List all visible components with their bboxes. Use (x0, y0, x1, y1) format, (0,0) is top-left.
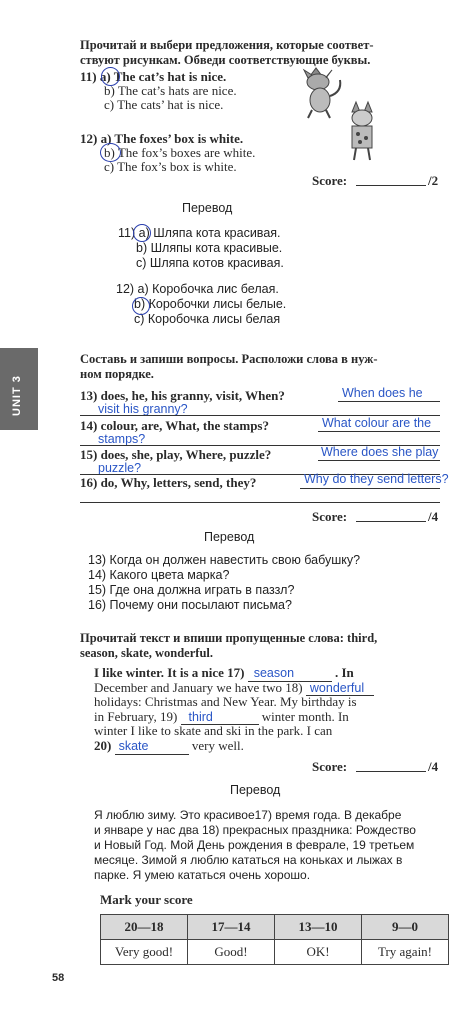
ex3-text-block (94, 666, 442, 754)
ex3-translation-line-5: парке. Я умею кататься очень хорошо. (94, 868, 311, 882)
tr11-line-c: c) Шляпа котов красивая. (136, 256, 284, 270)
ex1-translation-title: Перевод (182, 201, 233, 215)
ex3-text-line-3: holidays: Christmas and New Year. My birthday is (94, 694, 357, 710)
score-range-3: 13—10 (275, 915, 362, 940)
blank-20[interactable]: skate (115, 739, 189, 755)
q15-answer-line2[interactable]: puzzle? (98, 461, 142, 475)
q12-option-b[interactable]: b) The fox’s boxes are white. (104, 145, 256, 160)
ex3-translation-line-2: и январе у нас два 18) прекрасных праздника: Рождество (94, 823, 416, 837)
ex3-text-line-2: December and January we have two 18) wonderful (94, 681, 442, 696)
ex3-translation-title: Перевод (230, 783, 281, 797)
ex3-text-line-6: 20) skate very well. (94, 737, 244, 753)
q11-option-c[interactable]: c) The cats’ hat is nice. (104, 97, 224, 112)
ex2-score-max: /4 (428, 509, 439, 524)
ex3-translation-line-3: и Новый Год. Мой День рождения в феврале, 19 третьем (94, 838, 415, 852)
mark-score-title: Mark your score (100, 892, 193, 907)
ex3-instruction-line2: season, skate, wonderful. (80, 646, 213, 660)
ex2-translation-14: 14) Какого цвета марка? (88, 568, 230, 582)
unit-tab-label: UNIT 3 (11, 375, 23, 416)
score-table (100, 914, 449, 965)
tr12-answer-circle (132, 297, 150, 315)
ex1-score-field[interactable] (356, 185, 426, 186)
q14-text: 14) colour, are, What, the stamps? (80, 418, 269, 433)
ex3-score-field[interactable] (356, 771, 426, 772)
score-range-row (101, 915, 449, 940)
score-label-1: Very good! (101, 940, 188, 965)
q13-text: 13) does, he, his granny, visit, When? (80, 388, 285, 403)
q16-line1 (300, 488, 440, 489)
blank-19[interactable]: third (181, 710, 259, 726)
ex3-translation-line-4: месяце. Зимой я люблю кататься на коньках и лыжах в (94, 853, 403, 867)
q11-answer-circle (101, 67, 120, 86)
tr12-line-c: c) Коробочка лисы белая (134, 312, 281, 326)
tr12-line-b: b) Коробочки лисы белые. (134, 297, 287, 311)
q16-text: 16) do, Why, letters, send, they? (80, 475, 257, 490)
score-label-4: Try again! (362, 940, 449, 965)
ex3-text-line-5: winter I like to skate and ski in the park. I can (94, 723, 333, 739)
q16-answer-line1[interactable]: Why do they send letters? (304, 472, 449, 486)
q13-answer-line1[interactable]: When does he (342, 386, 423, 400)
ex2-translation-13: 13) Когда он должен навестить свою бабушку? (88, 553, 361, 567)
q15-answer-line1[interactable]: Where does she play (321, 445, 439, 459)
q13-answer-line2[interactable]: visit his granny? (98, 402, 188, 416)
q12-answer-circle (100, 143, 121, 162)
ex3-instruction (80, 631, 455, 661)
score-label-2: Good! (188, 940, 275, 965)
blank-18[interactable]: wonderful (306, 681, 374, 697)
ex3-text-line-4: in February, 19) third winter month. In (94, 708, 349, 724)
score-label-3: OK! (275, 940, 362, 965)
ex2-translation-15: 15) Где она должна играть в паззл? (88, 583, 295, 597)
score-range-4: 9—0 (362, 915, 449, 940)
ex3-score-label: Score: (312, 759, 348, 774)
page-number: 58 (52, 972, 65, 984)
ex3-translation (94, 808, 416, 883)
ex3-instruction-line1: Прочитай текст и впиши пропущенные слова: third, (80, 631, 378, 645)
q13-line1 (338, 401, 440, 402)
ex2-instruction-line1: Составь и запиши вопросы. Расположи слова в нуж- (80, 352, 378, 366)
tr11-line-a: 11) а) Шляпа кота красивая. (118, 226, 281, 240)
ex3-text-line-1: I like winter. It is a nice 17) season . In (94, 665, 354, 680)
unit-side-tab (0, 348, 38, 430)
tr12-line-a: 12) a) Коробочка лис белая. (116, 282, 279, 296)
ex1-instruction-line2: ствуют рисункам. Обведи соответствующие буквы. (80, 53, 371, 67)
ex3-score-max: /4 (428, 759, 439, 774)
q14-answer-line1[interactable]: What colour are the (322, 416, 432, 430)
fox-illustration (338, 100, 384, 162)
q16-line2 (80, 502, 440, 503)
ex2-translation (88, 553, 360, 613)
ex2-translation-16: 16) Почему они посылают письма? (88, 598, 292, 612)
score-range-2: 17—14 (188, 915, 275, 940)
ex2-score-label: Score: (312, 509, 348, 524)
q14-line1 (318, 431, 440, 432)
q12-option-a[interactable]: 12) a) The foxes’ box is white. (80, 131, 244, 146)
q15-text: 15) does, she, play, Where, puzzle? (80, 447, 272, 462)
q11-option-a[interactable]: 11) a) The cat’s hat is nice. (80, 69, 227, 84)
ex1-instruction (80, 38, 450, 68)
tr11-line-b: b) Шляпы кота красивые. (136, 241, 283, 255)
ex2-translation-title: Перевод (204, 530, 255, 544)
ex1-score-label: Score: (312, 173, 348, 188)
score-range-1: 20—18 (101, 915, 188, 940)
q11-option-b[interactable]: b) The cat’s hats are nice. (104, 83, 237, 98)
ex2-instruction (80, 352, 450, 382)
blank-17[interactable]: season (248, 666, 332, 682)
ex2-score-field[interactable] (356, 521, 426, 522)
q15-line1 (318, 460, 440, 461)
ex1-instruction-line1: Прочитай и выбери предложения, которые соответ- (80, 38, 374, 52)
ex1-score-max: /2 (428, 173, 439, 188)
tr11-answer-circle (133, 224, 151, 242)
ex2-instruction-line2: ном порядке. (80, 367, 154, 381)
score-label-row (101, 940, 449, 965)
q14-answer-line2[interactable]: stamps? (98, 432, 146, 446)
q12-option-c[interactable]: c) The fox’s box is white. (104, 159, 237, 174)
ex3-translation-line-1: Я люблю зиму. Это красивое17) время года. В декабре (94, 808, 402, 822)
